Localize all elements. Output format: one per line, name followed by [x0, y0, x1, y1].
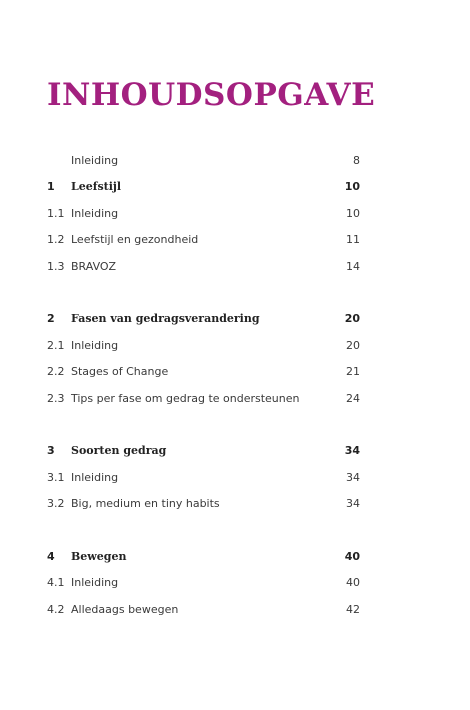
- toc-entry-title: Inleiding: [71, 576, 119, 590]
- toc-entry-number: 2.3: [47, 391, 65, 405]
- toc-entry-title: Leefstijl en gezondheid: [71, 233, 199, 247]
- toc-entry[interactable]: [47, 332, 360, 359]
- toc-entry-title: Big, medium en tiny habits: [71, 497, 220, 511]
- toc-entry-page: 34: [344, 444, 360, 458]
- toc-entry[interactable]: [47, 253, 360, 280]
- toc-entry-title: Inleiding: [71, 153, 119, 167]
- toc-entry-page: 11: [346, 233, 360, 247]
- toc-entry-page: 10: [344, 180, 360, 194]
- toc-entry[interactable]: [47, 147, 360, 174]
- toc-entry[interactable]: [47, 227, 360, 254]
- toc-entry-number: 1.3: [47, 259, 65, 273]
- toc-entry-page: 10: [346, 206, 360, 220]
- toc-entry-page: 20: [346, 338, 360, 352]
- toc-entry-page: 21: [346, 365, 360, 379]
- toc-entry[interactable]: [47, 359, 360, 386]
- toc-entry-page: 20: [344, 312, 360, 326]
- toc-entry-page: 40: [344, 549, 360, 563]
- toc-entry-number: 1: [47, 180, 55, 194]
- toc-entry-number: 2: [47, 312, 55, 326]
- toc-entry-title: Soorten gedrag: [71, 444, 167, 458]
- toc-entry[interactable]: [47, 200, 360, 227]
- toc-entry-number: 4.2: [47, 602, 65, 616]
- toc-entry-page: 40: [346, 576, 360, 590]
- table-of-contents: [47, 147, 360, 623]
- toc-entry[interactable]: [47, 596, 360, 623]
- toc-entry-number: 3: [47, 444, 55, 458]
- toc-entry[interactable]: [47, 385, 360, 412]
- toc-entry-title: Inleiding: [71, 206, 119, 220]
- toc-entry[interactable]: [47, 570, 360, 597]
- toc-entry-number: 4.1: [47, 576, 65, 590]
- toc-entry-number: 4: [47, 549, 55, 563]
- toc-entry-number: 2.2: [47, 365, 65, 379]
- toc-chapter[interactable]: [47, 438, 360, 465]
- toc-chapter[interactable]: [47, 306, 360, 333]
- toc-chapter[interactable]: [47, 174, 360, 201]
- toc-entry-page: 42: [346, 602, 360, 616]
- toc-entry-page: 14: [346, 259, 360, 273]
- toc-entry-title: Stages of Change: [71, 365, 169, 379]
- toc-entry-number: 3.1: [47, 470, 65, 484]
- toc-entry-number: 3.2: [47, 497, 65, 511]
- toc-entry-page: 34: [346, 497, 360, 511]
- toc-entry-page: 34: [346, 470, 360, 484]
- toc-entry-title: BRAVOZ: [71, 259, 117, 273]
- toc-entry-page: 8: [353, 153, 360, 167]
- toc-chapter[interactable]: [47, 543, 360, 570]
- toc-entry-title: Inleiding: [71, 338, 119, 352]
- toc-entry[interactable]: [47, 491, 360, 518]
- toc-entry-number: 1.1: [47, 206, 65, 220]
- toc-entry-title: Bewegen: [71, 549, 127, 563]
- page-title: INHOUDSOPGAVE: [47, 77, 376, 113]
- toc-entry-title: Fasen van gedragsverandering: [71, 312, 260, 326]
- toc-entry-title: Alledaags bewegen: [71, 602, 179, 616]
- toc-entry-number: 1.2: [47, 233, 65, 247]
- toc-entry-title: Leefstijl: [71, 180, 122, 194]
- toc-entry[interactable]: [47, 464, 360, 491]
- toc-entry-number: 2.1: [47, 338, 65, 352]
- toc-entry-title: Inleiding: [71, 470, 119, 484]
- toc-entry-title: Tips per fase om gedrag te ondersteunen: [71, 391, 300, 405]
- toc-entry-page: 24: [346, 391, 360, 405]
